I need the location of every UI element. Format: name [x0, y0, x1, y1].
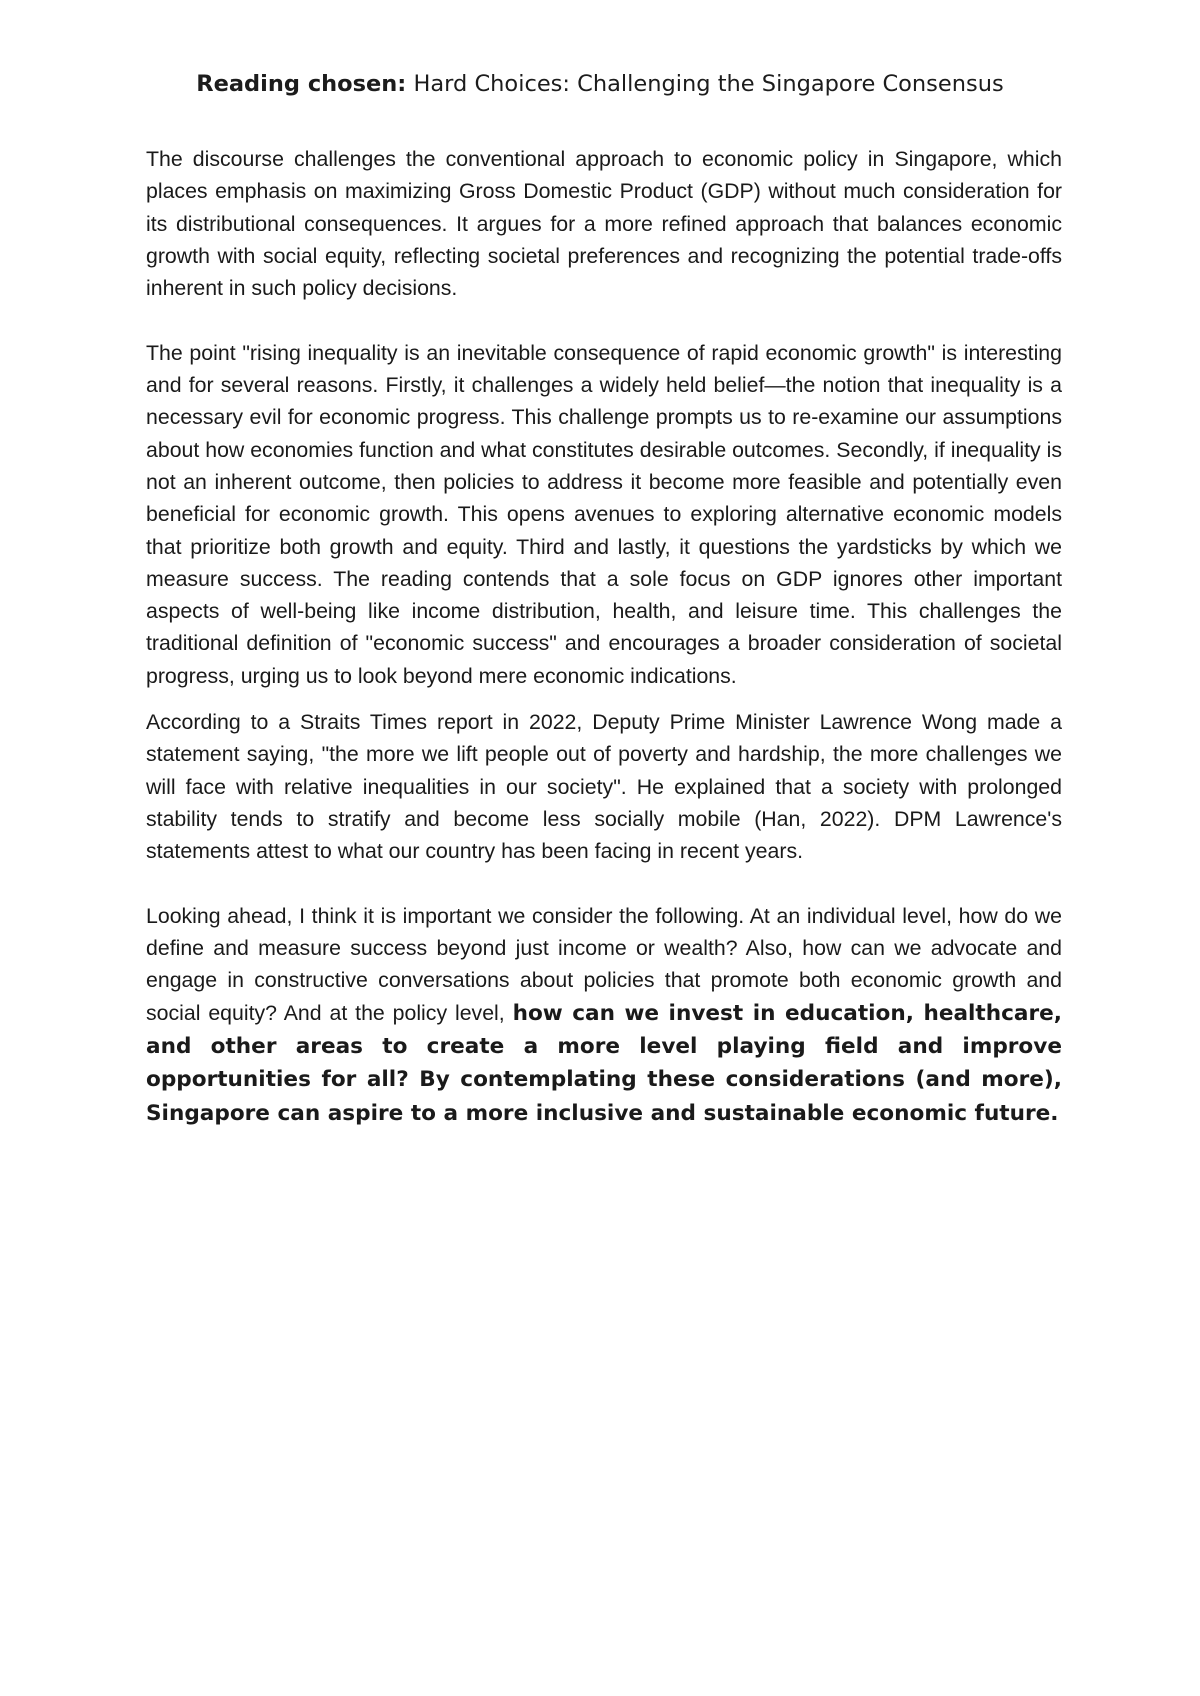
- paragraph-looking-ahead: [146, 900, 1062, 1130]
- paragraph-summary: The discourse challenges the conventional approach to economic policy in Singapore, which places emphasis on maximizing Gross Domestic Product (GDP) without much consideration for its distributional consequences. It argues for a more refined approach that balances economic growth with social equity, reflecting societal preferences and recognizing the potential trade-offs inherent in such policy decisions.: [146, 147, 1062, 301]
- title-label: Reading chosen:: [196, 71, 407, 97]
- document-body: [146, 143, 1062, 1130]
- paragraph-straits-times: According to a Straits Times report in 2022, Deputy Prime Minister Lawrence Wong made a statement saying, "the more we lift people out of poverty and hardship, the more challenges we will face with relative inequalities in our society". He explained that a society with prolonged stability tends to stratify and become less socially mobile (Han, 2022). DPM Lawrence's statements attest to what our country has been facing in recent years.: [146, 710, 1062, 864]
- looking-ahead-regular-text: Looking ahead, I think it is important we consider the following. At an individual level, how do we define and measure success beyond just income or wealth? Also, how can we advocate and engage in constructive conversations about policies that promote both economic growth and social equity? And at the policy level,: [146, 903, 1062, 1025]
- looking-ahead-bold-text: how can we invest in education, healthcare, and other areas to create a more level playing field and improve opportunities for all? By contemplating these considerations (and more), Singapore can aspire to a more inclusive and sustainable economic future.: [146, 1000, 1063, 1126]
- paragraph-inequality-point: The point "rising inequality is an inevitable consequence of rapid economic growth" is interesting and for several reasons. Firstly, it challenges a widely held belief—the notion that inequality is a necessary evil for economic progress. This challenge prompts us to re-examine our assumptions about how economies function and what constitutes desirable outcomes. Secondly, if inequality is not an inherent outcome, then policies to address it become more feasible and potentially even beneficial for economic growth. This opens avenues to exploring alternative economic models that prioritize both growth and equity. Third and lastly, it questions the yardsticks by which we measure success. The reading contends that a sole focus on GDP ignores other important aspects of well-being like income distribution, health, and leisure time. This challenges the traditional definition of "economic success" and encourages a broader consideration of societal progress, urging us to look beyond mere economic indications.: [146, 340, 1062, 688]
- title-text: Hard Choices: Challenging the Singapore Consensus: [406, 71, 1004, 97]
- document-title: [140, 68, 1060, 100]
